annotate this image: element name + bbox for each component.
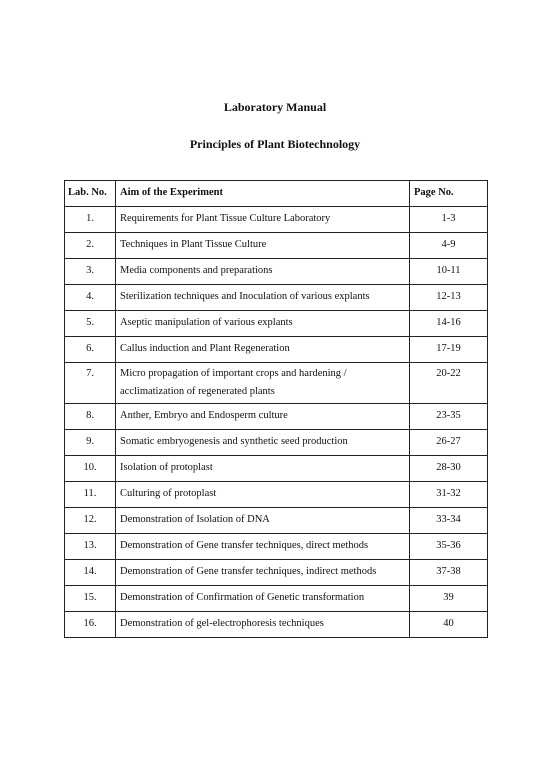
row-lab-no: 10. <box>65 456 116 482</box>
row-lab-no: 5. <box>65 311 116 337</box>
table-row <box>65 259 488 285</box>
row-page-no: 10-11 <box>410 259 488 285</box>
table-header-row <box>65 181 488 207</box>
row-lab-no: 14. <box>65 560 116 586</box>
row-aim: Aseptic manipulation of various explants <box>116 311 410 337</box>
header-page-no: Page No. <box>410 181 488 207</box>
header-aim: Aim of the Experiment <box>116 181 410 207</box>
row-page-no: 33-34 <box>410 508 488 534</box>
row-aim: Culturing of protoplast <box>116 482 410 508</box>
row-lab-no: 3. <box>65 259 116 285</box>
table-row <box>65 430 488 456</box>
row-aim: Demonstration of Gene transfer techniques, indirect methods <box>116 560 410 586</box>
table-row <box>65 207 488 233</box>
row-lab-no: 8. <box>65 404 116 430</box>
row-lab-no: 12. <box>65 508 116 534</box>
row-aim: Sterilization techniques and Inoculation of various explants <box>116 285 410 311</box>
row-lab-no: 16. <box>65 612 116 638</box>
row-aim: Somatic embryogenesis and synthetic seed production <box>116 430 410 456</box>
row-lab-no: 1. <box>65 207 116 233</box>
table-row <box>65 233 488 259</box>
row-page-no: 12-13 <box>410 285 488 311</box>
row-page-no: 28-30 <box>410 456 488 482</box>
table-row <box>65 311 488 337</box>
table-row <box>65 482 488 508</box>
row-aim: Demonstration of Gene transfer techniques, direct methods <box>116 534 410 560</box>
row-page-no: 39 <box>410 586 488 612</box>
row-aim: Demonstration of Confirmation of Genetic transformation <box>116 586 410 612</box>
table-row <box>65 586 488 612</box>
row-aim: Requirements for Plant Tissue Culture Laboratory <box>116 207 410 233</box>
table-row <box>65 404 488 430</box>
row-aim: Callus induction and Plant Regeneration <box>116 337 410 363</box>
row-page-no: 23-35 <box>410 404 488 430</box>
row-page-no: 4-9 <box>410 233 488 259</box>
row-aim: Isolation of protoplast <box>116 456 410 482</box>
contents-table <box>64 180 488 638</box>
header-lab-no: Lab. No. <box>65 181 116 207</box>
row-lab-no: 15. <box>65 586 116 612</box>
table-row <box>65 508 488 534</box>
row-page-no: 35-36 <box>410 534 488 560</box>
row-page-no: 1-3 <box>410 207 488 233</box>
row-aim: Media components and preparations <box>116 259 410 285</box>
row-aim: Anther, Embryo and Endosperm culture <box>116 404 410 430</box>
row-page-no: 37-38 <box>410 560 488 586</box>
row-page-no: 40 <box>410 612 488 638</box>
row-lab-no: 6. <box>65 337 116 363</box>
table-row <box>65 363 488 404</box>
row-aim: Micro propagation of important crops and hardening / acclimatization of regenerated plants <box>116 363 410 404</box>
row-aim: Demonstration of gel-electrophoresis techniques <box>116 612 410 638</box>
table-row <box>65 456 488 482</box>
row-page-no: 17-19 <box>410 337 488 363</box>
row-lab-no: 13. <box>65 534 116 560</box>
row-aim: Demonstration of Isolation of DNA <box>116 508 410 534</box>
row-lab-no: 4. <box>65 285 116 311</box>
row-page-no: 14-16 <box>410 311 488 337</box>
row-page-no: 20-22 <box>410 363 488 404</box>
document-title: Laboratory Manual <box>223 100 327 114</box>
table-row <box>65 337 488 363</box>
row-page-no: 26-27 <box>410 430 488 456</box>
table-row <box>65 560 488 586</box>
document-subtitle: Principles of Plant Biotechnology <box>189 137 361 151</box>
row-lab-no: 9. <box>65 430 116 456</box>
row-lab-no: 2. <box>65 233 116 259</box>
table-row <box>65 612 488 638</box>
table-row <box>65 285 488 311</box>
row-lab-no: 7. <box>65 363 116 404</box>
row-lab-no: 11. <box>65 482 116 508</box>
table-row <box>65 534 488 560</box>
row-page-no: 31-32 <box>410 482 488 508</box>
row-aim: Techniques in Plant Tissue Culture <box>116 233 410 259</box>
